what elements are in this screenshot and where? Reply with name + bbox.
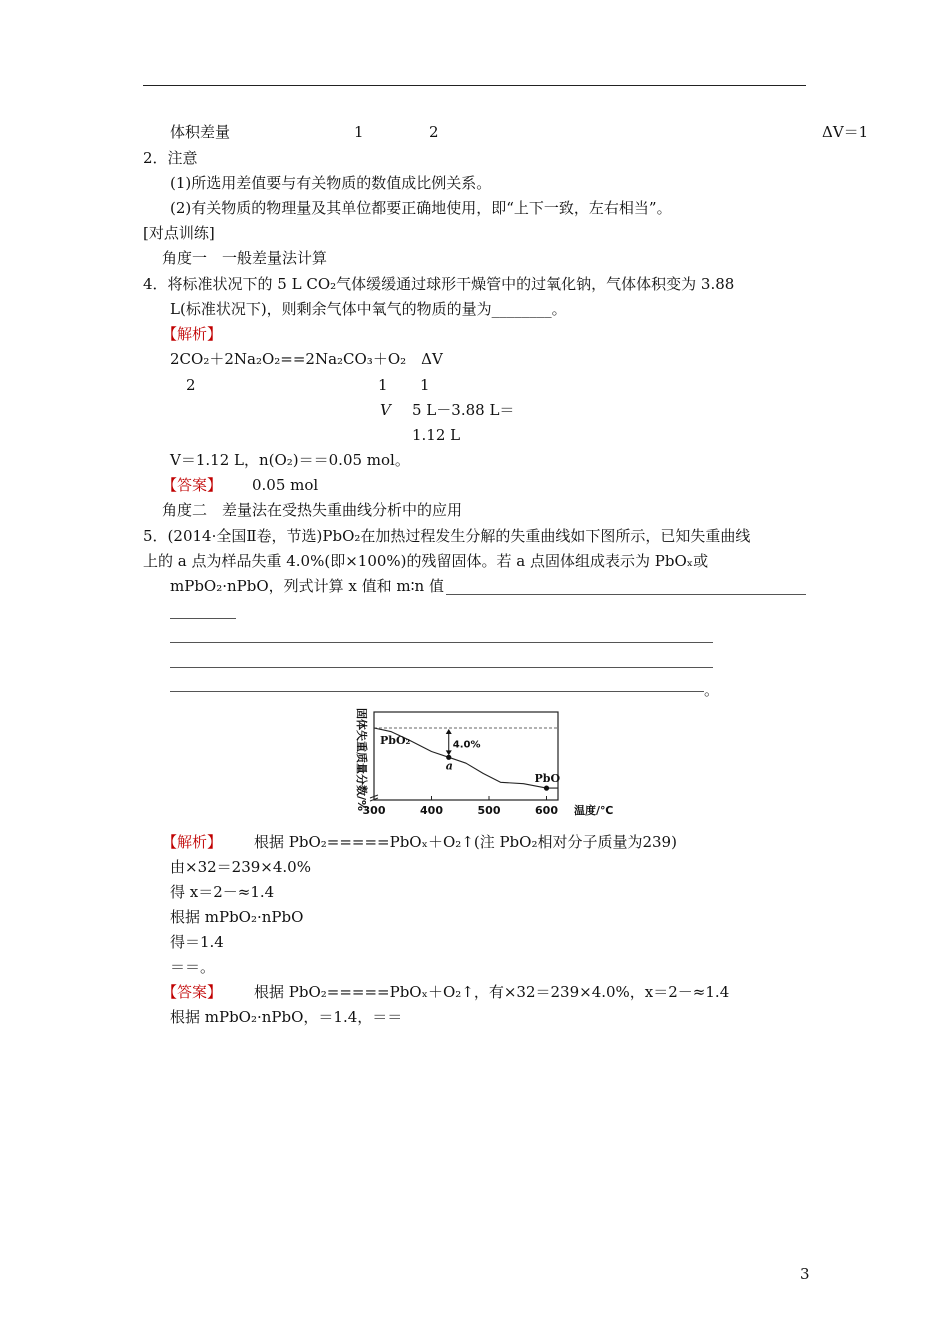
analysis-5-line-2: 由×32＝239×4.0% [170, 858, 311, 876]
analysis-5-line-4: 根据 mPbO₂·nPbO [170, 908, 304, 926]
angle-1-heading: 角度一 一般差量法计算 [162, 249, 328, 267]
answer-blank-5 [170, 691, 704, 692]
answer-blank-2 [170, 618, 236, 619]
eq-result: V＝1.12 L，n(O₂)＝＝0.05 mol。 [170, 451, 410, 469]
eq-row1-c: 1 [420, 376, 430, 394]
volume-diff-label: 体积差量 [170, 123, 231, 141]
x-tick-label-600: 600 [535, 804, 558, 817]
answer-tag-4: 【答案】 [162, 476, 223, 494]
header-rule [143, 85, 806, 86]
answer-blank-1 [446, 594, 806, 595]
end-point-marker [544, 786, 549, 791]
answer-5-line-1: 根据 PbO₂=====PbOₓ＋O₂↑，有×32＝239×4.0%，x＝2－≈1.4 [254, 983, 730, 1001]
drop-percent-label: 4.0% [452, 739, 481, 751]
start-label-pbo2: PbO₂ [380, 734, 411, 747]
analysis-tag-5: 【解析】 [162, 833, 223, 851]
drop-arrow-head-down [446, 750, 452, 755]
analysis-5-line-3: 得 x＝2－≈1.4 [170, 883, 275, 901]
question-5-line-1: 5．(2014·全国Ⅱ卷，节选)PbO₂在加热过程发生分解的失重曲线如下图所示，已知失重曲线 [143, 527, 751, 545]
note-item-2: (2)有关物质的物理量及其单位都要正确地使用，即“上下一致，左右相当”。 [170, 199, 672, 217]
eq-row1-b: 1 [378, 376, 388, 394]
analysis-tag: 【解析】 [162, 325, 223, 343]
page-number: 3 [800, 1265, 810, 1283]
analysis-5-line-1: 根据 PbO₂=====PbOₓ＋O₂↑(注 PbO₂相对分子质量为239) [254, 833, 677, 851]
question-4-line-1: 4．将标准状况下的 5 L CO₂气体缓缓通过球形干燥管中的过氧化钠，气体体积变为 3.88 [143, 275, 735, 293]
reaction-equation: 2CO₂＋2Na₂O₂==2Na₂CO₃＋O₂ ΔV [170, 350, 443, 368]
practice-heading: [对点训练] [143, 224, 215, 242]
eq-row2-b: 5 L－3.88 L＝ [412, 401, 515, 419]
note-title: 2．注意 [143, 149, 198, 167]
eq-row1-a: 2 [186, 376, 196, 394]
answer-blank-3 [170, 642, 713, 643]
drop-arrow-head-up [446, 729, 452, 734]
answer-tag-5: 【答案】 [162, 983, 223, 1001]
x-tick-label-400: 400 [420, 804, 443, 817]
chart-y-label: 固体失重质量分数/% [355, 708, 368, 812]
volume-diff-col3: ΔV＝1 [822, 123, 869, 141]
question-4-line-2: L(标准状况下)，则剩余气体中氧气的物质的量为________。 [170, 300, 567, 318]
note-item-1: (1)所选用差值要与有关物质的数值成比例关系。 [170, 174, 492, 192]
eq-row3: 1.12 L [412, 426, 461, 444]
eq-row2-a: V [380, 401, 391, 419]
x-axis-label: 温度/℃ [574, 804, 614, 817]
answer-blank-4 [170, 667, 713, 668]
end-label-pbo: PbO [534, 772, 561, 786]
analysis-5-tag-line [162, 832, 222, 852]
volume-diff-col2: 2 [429, 123, 439, 141]
question-5-line-2: 上的 a 点为样品失重 4.0%(即×100%)的残留固体。若 a 点固体组成表示为 PbOₓ或 [143, 552, 709, 570]
weight-loss-chart [346, 704, 616, 826]
chart-frame [374, 712, 558, 800]
x-tick-label-500: 500 [477, 804, 501, 817]
angle-2-heading: 角度二 差量法在受热失重曲线分析中的应用 [162, 501, 463, 519]
point-a-label: a [445, 759, 453, 773]
analysis-5-line-6: ＝＝。 [170, 958, 216, 976]
answer-4: 0.05 mol [252, 476, 319, 494]
volume-diff-col1: 1 [354, 123, 364, 141]
answer-5-line-2: 根据 mPbO₂·nPbO，＝1.4，＝＝ [170, 1008, 403, 1026]
question-5-end-mark: 。 [704, 681, 720, 699]
analysis-5-line-5: 得＝1.4 [170, 933, 224, 951]
question-5-line-3: mPbO₂·nPbO，列式计算 x 值和 m∶n 值 [170, 577, 444, 595]
x-tick-label-300: 300 [362, 804, 386, 817]
